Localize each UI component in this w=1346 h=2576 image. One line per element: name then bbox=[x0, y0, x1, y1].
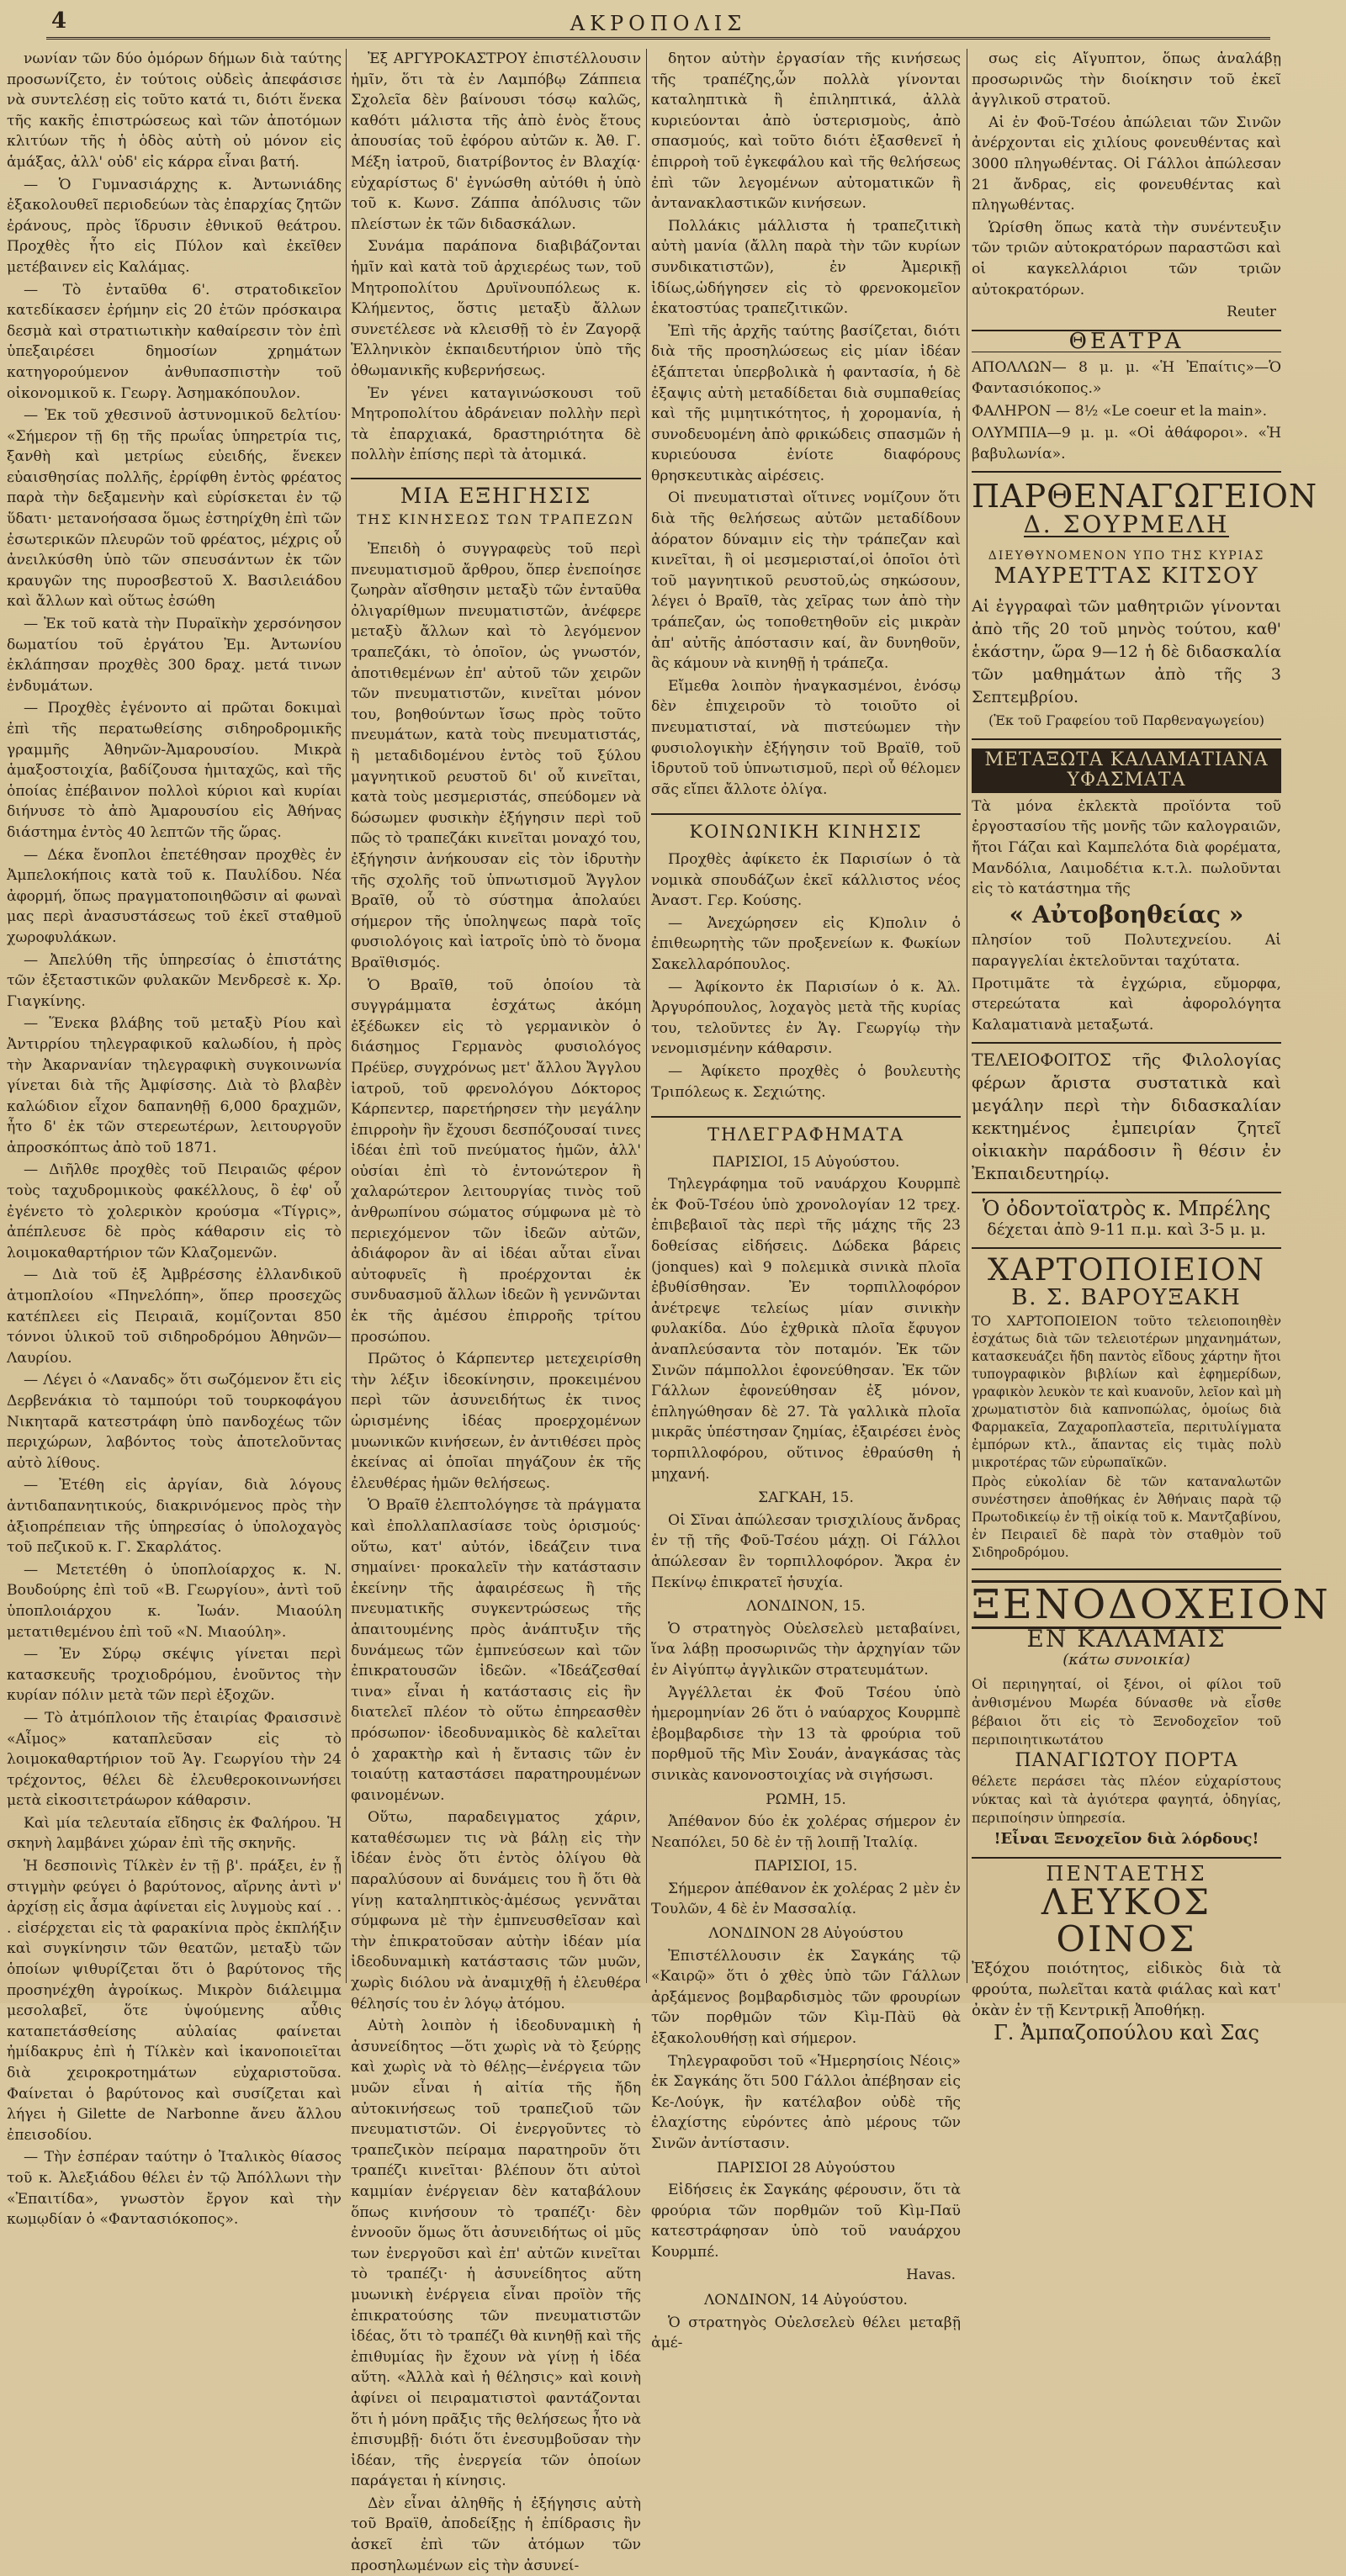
news-paragraph: — Ἐτέθη εἰς ἀργίαν, διὰ λόγους ἀντιδαπανητικούς, διακρινόμενος πρὸς τὴν ἀξιοπρέπειαν τῆς ὑπηρεσίας ὁ ὑπολοχαγὸς τοῦ πεζικοῦ κ. Γ. Σκαρλάτος. bbox=[7, 1477, 342, 1557]
article-paragraph: Πρῶτος ὁ Κάρπεντερ μετεχειρίσθη τὴν λέξιν ἰδεοκίνησιν, προκειμένου περὶ τῶν ἀσυνειδήτως ἐκ τινος ὡρισμένης ἰδέας προερχομένων μυωνικῶν κινήσεων, ἐν ἀντιθέσει πρὸς ἐκείνας αἱ ὁποῖαι πηγάζουν ἐκ τῆς ἐλευθέρας ἡμῶν θελήσεως. bbox=[351, 1351, 641, 1492]
agency-signature: Havas. bbox=[906, 2266, 956, 2283]
article-paragraph: Ἐπὶ τῆς ἀρχῆς ταύτης βασίζεται, διότι διὰ τῆς προσηλώσεως εἰς μίαν ἰδέαν ἐξάπτεται ὑπερβολικὰ ἡ φαντασία, ἡ δὲ ἐξαψις αὐτὴ μεταδίδεται διὰ συμπαθείας καὶ τῆς μιμητικότητος, ἡ χορομανία, ἡ συνοδευομένη ἀπὸ φρικώδεις σπασμῶν ἡ κυριεύουσα ἐνίοτε διαφόρους θρησκευτικὰς αἱρέσεις. bbox=[651, 322, 961, 484]
article-paragraph: Οἱ πνευματισταὶ οἵτινες νομίζουν ὅτι διὰ τῆς θελήσεως αὐτῶν μεταδίδουν ἀόρατον δύναμιν εἰς τὴν τράπεζαν καὶ κινεῖται, ἢ οἱ μεσμερισταί,οἱ ὁποῖοι ὁτὶ τοῦ μαγνητικοῦ ρευστοῦ,ὡς σηκώσουν, λέγει ὁ Βραῖθ, τὰς χεῖρας των ἀπὸ τὴν τράπεζαν, ὡς τοποθετηθοῦν εἰς μικρὰν ἀπ' αὐτῆς ἀπόστασιν καί, ἂν δυνηθοῦν, ἂς κάμουν νὰ κινηθῇ ἡ τράπεζα. bbox=[651, 489, 961, 673]
telegrams-section-title: ΤΗΛΕΓΡΑΦΗΜΑΤΑ bbox=[651, 1116, 961, 1145]
news-paragraph: — Τὸ ἀτμόπλοιον τῆς ἑταιρίας Φραισσινὲ «Αἶμος» καταπλεῦσαν εἰς τὸ λοιμοκαθαρτήριον τοῦ Ἁγ. Γεωργίου τὴν 24 τρέχοντος, θέλει δὲ ἐλευθεροκοινωνήσει μετὰ εἰκοσιτετράωρον κάθαρσιν. bbox=[7, 1709, 342, 1810]
telegram-paragraph: Ἐπιστέλλουσιν ἐκ Σαγκάης τῷ «Καιρῷ» ὅτι ὁ χθὲς ὑπὸ τῶν Γάλλων ἀρξάμενος βομβαρδισμὸς τῶν φρουρίων τῶν πορθμῶν τῶν Κὶμ-Πὰϋ θὰ ἐξακολουθήσῃ καὶ σήμερον. bbox=[651, 1947, 961, 2048]
telegram-paragraph: Αἱ ἐν Φοῦ-Τσέου ἀπώλειαι τῶν Σινῶν ἀνέρχονται εἰς χιλίους φονευθέντας καὶ 3000 πληγωθέντας. Οἱ Γάλλοι ἀπώλεσαν 21 ἄνδρας, εἰς φονευθέντας καὶ πληγωθέντας. bbox=[972, 114, 1281, 214]
ad-parthenagogeion-subtitle: Δ. ΣΟΥΡΜΕΛΗ bbox=[1023, 510, 1230, 539]
ad-silk-title: ΜΕΤΑΞΩΤΑ ΚΑΛΑΜΑΤΙΑΝΑ ΥΦΑΣΜΑΤΑ bbox=[972, 748, 1281, 793]
telegram-paragraph: Τηλεγράφημα τοῦ ναυάρχου Κουρμπὲ ἐκ Φοῦ-Τσέου ὑπὸ χρονολογίαν 12 τρεχ. ἐπιβεβαιοῖ τὰς περὶ τῆς μάχης τῆς 23 δοθείσας εἰδήσεις. Δώδεκα βάρεις (jonques) καὶ 9 πολεμικὰ σινικὰ πλοῖα ἐβυθίσθησαν. Ἐν τορπιλλοφόρον ἀνέτρεψε τελείως μίαν σινικὴν φυλακίδα. Δύο ἐχθρικὰ πλοῖα ἔφυγον ἀναπλεύσαντα τὸν ποταμόν. Ἐκ τῶν Σινῶν πάμπολλοι ἐφονεύθησαν. Ἐκ τῶν Γάλλων ἐφονεύθησαν ἐξ μόνον, ἐπληγώθησαν δὲ 27. Τὰ γαλλικὰ πλοῖα μικρᾶς ὑπέστησαν ζημίας, ἐξαιρέσει ἑνὸς τορπιλλοφόρου, οὕτινος ἐθραύσθη ἡ μηχανή. bbox=[651, 1176, 961, 1483]
theatres-list bbox=[972, 357, 1281, 464]
social-paragraph: — Ἀφίκοντο ἐκ Παρισίων ὁ κ. Ἀλ. Ἀργυρόπουλος, λοχαγὸς μετὰ τῆς κυρίας του, τελοῦντες ἐν Ἁγ. Γεωργίῳ τὴν νενομισμένην κάθαρσιν. bbox=[651, 978, 961, 1058]
news-paragraph: — Διῆλθε προχθὲς τοῦ Πειραιῶς φέρον τοὺς ταχυδρομικοὺς φακέλλους, ὃ ἐφ' οὗ ἐγένετο τὸ χολερικὸν κρούσμα «Τίγρις», ἀπέπλευσε δὲ πρὸς κάθαρσιν εἰς τὸ λοιμοκαθαρτήριον τῶν Κλαζομενῶν. bbox=[7, 1161, 342, 1262]
telegram-paragraph: Ὡρίσθη ὅπως κατὰ τὴν συνέντευξιν τῶν τριῶν αὐτοκρατόρων παραστῶσι καὶ οἱ καγκελλάριοι τῶν τριῶν αὐτοκρατόρων. bbox=[972, 219, 1281, 299]
telegram-paragraph: Ἀγγέλλεται ἐκ Φοῦ Τσέου ὑπὸ ἡμερομηνίαν 26 ὅτι ὁ ναύαρχος Κουρμπὲ ἐβομβαρδισε τὴν 13 τὰ φρούρια τοῦ πορθμοῦ τῆς Μὶν Σουάν, ἀναγκάσας τὰς σινικὰς κανονοστοιχίας νὰ σιγήσωσι. bbox=[651, 1684, 961, 1784]
article-paragraph: Πολλάκις μάλλιστα ἡ τραπεζιτικὴ αὐτὴ μανία (ἄλλη παρὰ τὴν τῶν κυρίων συνδικατιστῶν), ἐν Ἀμερικῇ ἰδίως,ὡδήγησεν εἰς τὸ φρενοκομεῖον ἑκατοστύας τραπεζιτικῶν. bbox=[651, 217, 961, 318]
social-paragraph: — Ἀφίκετο προχθὲς ὁ βουλευτὴς Τριπόλεως κ. Σεχιώτης. bbox=[651, 1062, 961, 1101]
news-paragraph: Ἡ δεσποινὶς Τίλκὲν ἐν τῇ β'. πράξει, ἐν ᾗ στιγμὴν φεύγει ὁ βαρύτονος, αἴρνης ἀντὶ ν' ἀρχίσῃ εἰς ἆσμα ἀφίνεται εἰς λυγμοὺς καί . . . εἰσέρχεται εἰς τὰ φαρακίνια πρὸς ἐκπλήξιν καὶ συγκίνησιν τῶν θεατῶν, μεταξὺ τῶν ὁποίων ψιθυρίζεται ὅτι ὁ βαρύτονος τῆς προσηνέχθη ἀγροίκως. Μικρὸν διάλειμμα μεσολαβεῖ, ὅτε ὑψούμενης αὖθις καταπετάσθείσης αὐλαίας φαίνεται ἠμίδακρυς ἐπὶ ἡ Τίλκὲν καὶ ἱκανοποιεῖται διὰ χειροκροτημάτων εὐχαριστοῦσα. Φαίνεται ὁ βαρύτονος καὶ συσίζεται καὶ λήγει ἡ Gilette de Narbonne ἄνευ ἄλλου ἐπεισοδίου. bbox=[7, 1858, 342, 2144]
news-paragraph: Συνάμα παράπονα διαβιβάζονται ἡμῖν καὶ κατὰ τοῦ ἀρχιερέως των, τοῦ Μητροπολίτου Δρυϊνουπόλεως κ. Κλήμεντος, ὅστις μεταξὺ ἄλλων συνετέλεσε νὰ κλεισθῇ τὸ ἐν Ζαγορᾷ Ἑλληνικὸν ἐκπαιδευτήριον ὑπὸ τῆς ὀθωμανικῆς κυβερνήσεως. bbox=[351, 238, 641, 379]
article-paragraph: Οὕτω, παραδειγματος χάριν, καταθέσωμεν τις νὰ βάλῃ εἰς τὴν ἰδέαν ἑνὸς ὅτι ἐντὸς ὀλίγου θὰ παραλύσουν αἱ δυνάμεις του ἢ ὅτι θὰ γίνῃ καταληπτικὸς·ἀμέσως γεννᾶται σύμφωνα μὲ τὴν ἐμπνευσθεῖσαν καὶ τὴν ἐπικρατοῦσαν αὐτὴν ἰδέαν μία ἰδεοδυναμικὴ κατάστασις τῶν μυῶν, χωρὶς διόλου νὰ ἀναμιχθῇ ἡ ἐλευθέρα θέλησίς του ἐν λόγῳ ἀτόμου. bbox=[351, 1809, 641, 2013]
article-title: ΜΙΑ ΕΞΗΓΗΣΙΣ bbox=[351, 478, 641, 507]
article-paragraph: Δὲν εἶναι ἀληθῆς ἡ ἐξήγησις αὐτὴ τοῦ Βραϊθ, ἀποδείξῃς ἡ ἐπίδρασις ἢν ἀσκεῖ ἐπὶ τῶν ἀτόμων τῶν προσηλωμένων εἰς τὴν ἀσυνεί- bbox=[351, 2494, 641, 2574]
telegram-paragraph: σως εἰς Αἴγυπτον, ὅπως ἀναλάβῃ προσωρινῶς τὴν διοίκησιν τοῦ ἐκεῖ ἀγγλικοῦ στρατοῦ. bbox=[972, 50, 1281, 109]
column-2 bbox=[351, 49, 641, 2574]
theatre-listing: ΦΑΛΗΡΟΝ — 8½ «Le coeur et la main». bbox=[972, 402, 1268, 420]
column-rule bbox=[646, 49, 647, 1983]
ad-wine bbox=[972, 1857, 1281, 2044]
news-paragraph: — Μετετέθη ὁ ὑποπλοίαρχος κ. Ν. Βουδούρης ἐπὶ τοῦ «Β. Γεωργίου», ἀντὶ τοῦ ὑποπλοιάρχου κ. Ἰωάν. Μιαούλη μετατιθεμένου ἐπὶ τοῦ «Ν. Μιαούλη». bbox=[7, 1561, 342, 1641]
article-paragraph: Αὐτὴ λοιπὸν ἡ ἰδεοδυναμικὴ ἡ ἀσυνείδητος —ὅτι χωρὶς νὰ τὸ ξεύρῃς καὶ χωρὶς νὰ τὸ θέλῃς—ἐνέργεια τῶν μυῶν εἶναι ἡ αἰτία τῆς ἤδη αὐτοκινήσεως τοῦ τραπεζιοῦ τῶν πνευματιστῶν. Οἱ ἐνεργοῦντες τὸ τραπεζικὸν πείραμα παρατηροῦν ὅτι τραπέζι κινεῖται· βλέπουν ὅτι αὐτοὶ καμμίαν ἐνέργειαν δὲν καταβάλουν ὅπως κινήσουν τὸ τραπέζι· δὲν ἐννοοῦν ὅμως ὅτι ἀσυνειδήτως οἱ μῦς των ἐνεργοῦσι καὶ ἐπ' αὐτῶν κινεῖται τὸ τραπέζι· ἡ ἀσυνείδητος αὕτη μυωνικὴ ἐνέργεια εἶναι προϊὸν τῆς ἐπικρατούσης τῶν πνευματιστῶν ἰδέας, ὅτι τὸ τραπέζι θὰ κινηθῇ καὶ τῆς ἐπιθυμίας ἣν ἔχουν νὰ γίνῃ ἡ ἰδέα αὕτη. «Ἀλλὰ καὶ ἡ θέλησις» καὶ κοινὴ ἀφίνει οἱ πειραματιστοὶ φαντάζονται ὅτι ἡ μόνη πρᾶξις τῆς θελήσεως ἦτο νὰ ἐπισυμβῇ· διότι ὅτι ἐνεσυμβοῦσαν τὴν ἰδέαν, τῆς ἐνεργεία τῶν ὁποίων παράγεται ἡ κίνησις. bbox=[351, 2018, 641, 2490]
column-3 bbox=[651, 49, 961, 2352]
telegram-dateline: ΠΑΡΙΣΙΟΙ, 15. bbox=[754, 1858, 858, 1875]
article-subtitle: ΤΗΣ ΚΙΝΗΣΕΩΣ ΤΩΝ ΤΡΑΠΕΖΩΝ bbox=[357, 511, 635, 528]
telegrams-continuation bbox=[972, 49, 1281, 300]
ad-wine-top: ΠΕΝΤΑΕΤΗΣ bbox=[1046, 1861, 1207, 1886]
ad-paper-mill-body2: Πρὸς εὐκολίαν δὲ τῶν καταναλωτῶν συνέστησεν ἀποθήκας ἐν Ἀθήναις παρὰ τῷ Πρωτοδικείῳ ἐν τῇ οἰκίᾳ τοῦ κ. Μαντζαβίνου, ἐν Πειραιεῖ δὲ παρὰ τὸν σταθμὸν τοῦ Σιδηροδρόμου. bbox=[972, 1474, 1281, 1561]
masthead bbox=[46, 7, 1270, 40]
column-1-news bbox=[7, 49, 342, 2229]
ad-hotel-area: (κάτω συνοικία) bbox=[1062, 1650, 1190, 1669]
article-paragraph: δητον αὐτὴν ἐργασίαν τῆς κινήσεως τῆς τραπέζης,ὧν πολλὰ γίνονται καταληπτικὰ ἢ ἐπιληπτικά, ἀλλὰ κυριεύονται ἀπὸ ὑστερισμοὺς, ἀπὸ σπασμούς, καὶ τοῦτο διότι ἐξασθενεῖ ἡ ἐπιρροὴ τοῦ ἐγκεφάλου καὶ τῆς θελήσεως ἐπὶ τῶν λεγομένων αὐτοματικῶν ἢ ἀντανακλαστικῶν κινήσεων. bbox=[651, 50, 961, 213]
telegram-paragraph: Τηλεγραφοῦσι τοῦ «Ἡμερησίοις Νέοις» ἐκ Σαγκάης ὅτι 500 Γάλλοι ἀπέβησαν εἰς Κε-Λούγκ, ἣν κατέλαβον οὐδὲ τῆς ἐλαχίστης εὑρόντες ἀπὸ μέρους τῶν Σινῶν ἀντίστασιν. bbox=[651, 2052, 961, 2152]
ad-hotel-body: Οἱ περιηγηταί, οἱ ξένοι, οἱ φίλοι τοῦ ἀνθισμένου Μωρέα δύνασθε νὰ εἶσθε βέβαιοι ὅτι εἰς τὸ Ξενοδοχεῖον τοῦ περιποιητικωτάτου bbox=[972, 1676, 1281, 1748]
ad-graduate-body: ΤΕΛΕΙΟΦΟΙΤΟΣ τῆς Φιλολογίας φέρων ἄριστα συστατικὰ καὶ μεγάλην περὶ τὴν διδασκαλίαν κεκτημένος ἐμπειρίαν ζητεῖ οἰκιακὴν παράδοσιν ἢ θέσιν ἐν Ἐκπαιδευτηρίῳ. bbox=[972, 1050, 1281, 1184]
ad-parthenagogeion-directed: ΔΙΕΥΘΥΝΟΜΕΝΟΝ ΥΠΟ ΤΗΣ ΚΥΡΙΑΣ bbox=[988, 548, 1265, 563]
news-paragraph: — Τὴν ἑσπέραν ταύτην ὁ Ἰταλικὸς θίασος τοῦ κ. Ἀλεξιάδου θέλει ἐν τῷ Ἀπόλλωνι τὴν «Ἐπαιτίδα», γνωστὸν ἔργον καὶ τὴν κωμῳδίαν ὁ «Φαντασιόκοπος». bbox=[7, 2149, 342, 2229]
news-paragraph: — Ἐκ τοῦ χθεσινοῦ ἀστυνομικοῦ δελτίου· «Σήμερον τῇ 6ῃ τῆς πρωΐας ὑπηρετρία τις, ξανθὴ καὶ μετρίως εὐειδής, ἕνεκεν εὐαισθησίας πολλῆς, ἐρρίφθη ἐντὸς φρέατος παρὰ τὴν δεξαμενὴν καὶ εὑρίσκεται ἐν τῷ ὕδατι· μετανοήσασα ὅμως ἐστηρίχθη ἐπὶ τῶν ἐσωτερικῶν πλευρῶν τοῦ φρέατος, μέχρις οὗ ἀνειλκύσθη ὑπὸ τῶν σπευσάντων ἐκ τῶν κραυγῶν της πυροσβεστοῦ Χ. Βασιλειάδου καὶ ἄλλων καὶ οὕτως ἐσώθη bbox=[7, 407, 342, 611]
news-paragraph: Ἐν γένει καταγινώσκουσι τοῦ Μητροπολίτου ἀδράνειαν πολλὴν περὶ τὰ ἐπαρχιακά, δραστηριότητα δὲ πολλὴν ἐπίσης περὶ τὰ ἀτομικά. bbox=[351, 384, 641, 464]
ad-dentist-hours: δέχεται ἀπὸ 9-11 π.μ. καὶ 3-5 μ. μ. bbox=[987, 1219, 1266, 1239]
news-paragraph: — Λέγει ὁ «Λαναδς» ὅτι σωζόμενον ἔτι εἰς Δερβενάκια τὸ ταμπούρι τοῦ τουρκοφάγου Νικηταρᾶ κατεστράφη ὑπὸ πανδοχέως τῶν περιχώρων, λαβόντος τοὺς ἀποτελοῦντας αὐτὸ λίθους. bbox=[7, 1372, 342, 1472]
telegram-dateline: ΛΟΝΔΙΝΟΝ 28 Αὐγούστου bbox=[708, 1925, 904, 1943]
news-paragraph: — Τὸ ἐνταῦθα 6'. στρατοδικεῖον κατεδίκασεν ἐρήμην εἰς 20 ἐτῶν πρόσκαιρα δεσμὰ καὶ στρατιωτικὴν καθαίρεσιν τὸν ἐπὶ ὑπεξαιρέσει δημοσίων χρημάτων κατηγορούμενον ἀνθυπασπιστὴν τοῦ οἰκονομικοῦ κ. Γεωργ. Ἀσημακόπουλον. bbox=[7, 281, 342, 402]
ad-parthenagogeion-footer: (Ἐκ τοῦ Γραφείου τοῦ Παρθεναγωγείου) bbox=[988, 712, 1265, 729]
telegram-dateline: ΠΑΡΙΣΙΟΙ, 15 Αὐγούστου. bbox=[712, 1153, 900, 1171]
ad-wine-body: Ἐξόχου ποιότητος, εἰδικὸς διὰ τὰ φρούτα, πωλεῖται κατὰ φιάλας καὶ κατ' ὀκὰν ἐν τῇ Κεντρικῇ Ἀποθήκῃ. bbox=[972, 1960, 1281, 2020]
reuter-signature: Reuter bbox=[1227, 304, 1276, 321]
paper-name: ΑΚΡΟΠΟΛΙΣ bbox=[570, 12, 747, 35]
ad-silk-shop: « Αὐτοβοηθείας » bbox=[1009, 900, 1244, 928]
news-paragraph: — Ὁ Γυμνασιάρχης κ. Ἀντωνιάδης ἐξακολουθεῖ περιοδεύων τὰς ἐπαρχίας ζητῶν ἐράνους, πρὸς ἵδρυσιν ἐθνικοῦ θεάτρου. Προχθὲς ἦτο εἰς Πύλον καὶ ἐκεῖθεν μετέβαινεν εἰς Καλάμας. bbox=[7, 176, 342, 276]
news-paragraph: — Ἐκ τοῦ κατὰ τὴν Πυραϊκὴν χερσόνησον δωματίου τοῦ ἐργάτου Ἐμ. Ἀντωνίου ἐκλάπησαν προχθὲς 300 δραχ. μετά τινων ἐνδυμάτων. bbox=[7, 616, 342, 695]
ad-silk-body2: πλησίον τοῦ Πολυτεχνείου. Αἱ παραγγελίαι ἐκτελοῦνται ταχύτατα. bbox=[972, 932, 1281, 970]
news-paragraph: — Ἀπελύθη τῆς ὑπηρεσίας ὁ ἐπιστάτης τῶν ἐξεταστικῶν φυλακῶν Μενδρεσὲ κ. Χρ. Γιαγκίνης. bbox=[7, 951, 342, 1010]
ad-wine-shop: Γ. Ἀμπαζοπούλου καὶ Σας bbox=[994, 2021, 1259, 2045]
article-paragraph: Ἐπειδὴ ὁ συγγραφεὺς τοῦ περὶ πνευματισμοῦ ἄρθρου, ὅπερ ἐνεποίησε ζωηρὰν αἴσθησιν μεταξὺ τῶν ἐνταῦθα ὀλιγαρίθμων πνευματιστῶν, ἀνέφερε μεταξὺ ἄλλων καὶ τὸ λεγόμενον τραπεζάκι, τὸ ὁποῖον, ὡς γνωστόν, ἀποτιθεμένων ἐπ' αὐτοῦ τῶν χειρῶν τῶν πνευματιστῶν, κινεῖται μόνον του, βοηθούντων ἴσως πρὸς τοῦτο πνευμάτων, κατὰ τοὺς πνευματιστάς, ἢ μεταδιδομένου ἐντὸς τοῦ ξύλου μαγνητικοῦ ρευστοῦ δι' οὗ κινεῖται, κατὰ τοὺς μεσμεριστάς, σπεύδομεν νὰ δώσωμεν φυσικὴν ἐξήγησιν περὶ τοῦ πῶς τὸ τραπεζάκι κινεῖται μοναχό του, ἐξήγησιν ἀνήκουσαν εἰς τὸν ἱδρυτὴν τῆς σχολῆς τοῦ ὑπνωτισμοῦ Ἄγγλον Βραῖθ, οὗ τὸ σύστημα ἀπολαύει σήμερον τῆς ὑποληψεως παρὰ τοῖς φυσιολόγοις καὶ ἰατροῖς ὑπὸ τὸ ὄνομα Βραϊθισμός. bbox=[351, 541, 641, 971]
column-rule bbox=[346, 49, 347, 1983]
ad-paper-mill-owner: Β. Σ. ΒΑΡΟΥΞΑΚΗ bbox=[1011, 1284, 1242, 1310]
ad-hotel-slogan: !Εἶναι Ξενοχεῖον διὰ λόρδους! bbox=[994, 1829, 1259, 1848]
news-paragraph: — Διὰ τοῦ ἐξ Ἀμβρέσσης ἐλλανδικοῦ ἀτμοπλοίου «Πηνελόπη», ὅπερ προσεχῶς κατέπλεει εἰς Πειραιᾶ, κομίζονται 850 τόννοι ὑλικοῦ τοῦ σιδηροδρόμου Ἀθηνῶν—Λαυρίου. bbox=[7, 1267, 342, 1367]
ad-hotel-title: ΞΕΝΟΔΟΧΕΙΟΝ bbox=[972, 1581, 1331, 1629]
news-paragraph: νωνίαν τῶν δύο ὁμόρων δήμων διὰ ταύτης προσωνίζετο, ἐν τούτοις οὐδεὶς ἀπεφάσισε νὰ συντελέσῃ εἰς τοῦτο κατά τι, διότι ἕνεκα τῆς κακῆς ἐπιστρώσεως καὶ τῶν ἀποτόμων κλιτύων τῆς ἡ ὁδὸς αὐτὴ οὐ μόνον εἰς ἁμάξας, ἀλλ' οὐδ' εἰς κάρρα εἶναι βατή. bbox=[7, 50, 342, 171]
ad-paper-mill bbox=[972, 1247, 1281, 1563]
ad-silk-fabrics bbox=[972, 738, 1281, 1036]
ad-paper-mill-title: ΧΑΡΤΟΠΟΙΕΙΟΝ bbox=[987, 1252, 1266, 1288]
page-number: 4 bbox=[51, 8, 67, 34]
news-paragraph: Καὶ μία τελευταία εἴδησις ἐκ Φαλήρου. Ἡ σκηνὴ λαμβάνει χώραν ἐπὶ τῆς σκηνῆς. bbox=[7, 1814, 342, 1853]
telegram-paragraph: Σήμερον ἀπέθανον ἐκ χολέρας 2 μὲν ἐν Τουλῶν, 4 δὲ ἐν Μασσαλίᾳ. bbox=[651, 1880, 961, 1918]
ad-graduate bbox=[972, 1042, 1281, 1185]
theatres-title: ΘΕΑΤΡΑ bbox=[972, 330, 1281, 353]
ad-paper-mill-body: ΤΟ ΧΑΡΤΟΠΟΙΕΙΟΝ τοῦτο τελειοποιηθὲν ἐσχάτως διὰ τῶν τελειοτέρων μηχανημάτων, κατασκευάζει ἤδη παντὸς εἴδους χάρτην ἤτοι τυπογραφικὸν βιβλίων καὶ ἐφημερίδων, γραφικὸν λευκὸν τε καὶ κυανοῦν, λεῖον καὶ μὴ χρωματιστὸν διὰ καπνοπώλας, ὁμοίως διὰ Φαρμακεῖα, Ζαχαροπλαστεῖα, περιτυλίγματα ἐμπόρων κτλ., ἅπαντας εἰς τιμὰς πολὺ μικροτέρας τῶν εὐρωπαϊκῶν. bbox=[972, 1314, 1281, 1471]
ad-hotel bbox=[972, 1568, 1331, 1849]
article-paragraph: Ὁ Βραῖθ, τοῦ ὁποίου τὰ συγγράμματα ἐσχάτως ἀκόμη ἐξέδωκεν εἰς τὸ γερμανικὸν ὁ διάσημος Γερμανὸς φυσιολόγος Πρέϋερ, συγχρόνως μετ' ἄλλου Ἄγγλου ἰατροῦ, τοῦ φρενολόγου Δόκτορος Κάρπεντερ, παρετήρησεν τὴν μεγάλην ἐπιρροὴν ἣν ἔχουσι δεσπόζουσαί τινες ἰδέαι ἐπὶ τοῦ πνεύματος ἡμῶν, ἀλλ' οὐσίαι ἐπὶ τὸ ἐντονώτερον ἢ χαλαρώτερον λειτουργίας τινὸς τοῦ ἀνθρωπίνου σώματος σύμφωνα μὲ τὸ περιεχόμενον τῶν ἰδεῶν αὐτῶν, ἀδιάφορον ἂν αἱ ἰδέαι αὗται εἶναι αὐτοφυεῖς ἢ προέρχονται ἐκ συνδυασμοῦ ἄλλων ἰδεῶν ἢ γεννῶνται ἐκ τῆς ἀμέσου ἐπιρροῆς τρίτου προσώπου. bbox=[351, 976, 641, 1346]
news-paragraph: — Ἐν Σύρῳ σκέψις γίνεται περὶ κατασκευῆς τροχιοδρόμου, ἑνοῦντος τὴν κυρίαν πόλιν μετὰ τῶν περὶ ἐξοχῶν. bbox=[7, 1646, 342, 1705]
telegram-paragraph: Ὁ στρατηγὸς Οὐελσελεὺ μεταβαίνει, ἵνα λάβῃ προσωρινῶς τὴν ἀρχηγίαν τῶν ἐν Αἰγύπτῳ ἀγγλικῶν στρατευμάτων. bbox=[651, 1620, 961, 1679]
telegram-dateline: ΛΟΝΔΙΝΟΝ, 14 Αὐγούστου. bbox=[704, 2292, 908, 2309]
social-paragraph: Προχθὲς ἀφίκετο ἐκ Παρισίων ὁ τὰ νομικὰ σπουδάζων ἐκεῖ κάλλιστος νέος Ἀναστ. Γερ. Κούσης. bbox=[651, 850, 961, 910]
telegram-dateline: ΡΩΜΗ, 15. bbox=[766, 1791, 846, 1808]
article-continuation bbox=[651, 49, 961, 800]
telegram-dateline: ΛΟΝΔΙΝΟΝ, 15. bbox=[746, 1598, 866, 1616]
article-paragraph: Εἴμεθα λοιπὸν ἠναγκασμένοι, ἐνόσῳ δὲν ἐπιχειροῦν τὸ τοιοῦτο οἱ πνευματισταί, νὰ πιστεύωμεν τὴν φυσιολογικὴν ἐξήγησιν τοῦ Βραϊθ, τοῦ ἱδρυτοῦ τοῦ ὑπνωτισμοῦ, περὶ οὗ θέλομεν σᾶς εἴπει ἄλλοτε ὀλίγα. bbox=[651, 677, 961, 798]
article-body bbox=[351, 539, 641, 2576]
telegram-paragraph: Οἱ Σῖναι ἀπώλεσαν τρισχιλίους ἄνδρας ἐν τῇ τῆς Φοῦ-Τσέου μάχῃ. Οἱ Γάλλοι ἀπώλεσαν ἓν τορπιλλοφόρον. Ἄκρα ἐν Πεκίνῳ ἐπικρατεῖ ἡσυχία. bbox=[651, 1511, 961, 1591]
column-4 bbox=[972, 49, 1331, 2045]
news-paragraph: — Προχθὲς ἐγένοντο αἱ πρῶται δοκιμαὶ ἐπὶ τῆς περατωθείσης σιδηροδρομικῆς γραμμῆς Ἀθηνῶν-Ἀμαρουσίου. Μικρὰ ἁμαξοστοιχία, βαδίζουσα ἡμιταχῶς, καὶ τῆς ὁποίας ἐπέβαινον πολλοὶ κύριοι καὶ κυρίαι διήνυσε τὸ ἀπὸ Ἀμαρουσίου εἰς Ἀθήνας διάστημα ἐντὸς 40 λεπτῶν τῆς ὥρας. bbox=[7, 700, 342, 841]
ad-hotel-location: ΕΝ ΚΑΛΑΜΑΙΣ bbox=[1026, 1625, 1227, 1653]
ad-hotel-owner: ΠΑΝΑΓΙΩΤΟΥ ΠΟΡΤΑ bbox=[1015, 1750, 1238, 1772]
theatre-listing: ΟΛΥΜΠΙΑ—9 μ. μ. «Οἱ ἀθάφοροι». «Ἡ βαβυλωνία». bbox=[972, 425, 1281, 463]
ad-silk-body3: Προτιμᾶτε τὰ ἐγχώρια, εὔμορφα, στερεώτατα καὶ ἀφορολόγητα Καλαματιανὰ μεταξωτά. bbox=[972, 975, 1281, 1034]
telegram-paragraph: Ὁ στρατηγὸς Οὐελσελεὺ θέλει μεταβῇ ἀμέ- bbox=[651, 2314, 961, 2352]
news-paragraph: — Δέκα ἔνοπλοι ἐπετέθησαν προχθὲς ἐν Ἀμπελοκήποις κατὰ τοῦ κ. Παυλίδου. Νέα ἀφορμή, ὅπως πραγματοποιηθῶσιν αἱ φωναὶ μας περὶ ἀνασυστάσεως τοῦ ἐκεῖ σταθμοῦ χωροφυλάκων. bbox=[7, 846, 342, 946]
telegrams bbox=[651, 1152, 961, 2354]
social-section-title: ΚΟΙΝΩΝΙΚΗ ΚΙΝΗΣΙΣ bbox=[651, 813, 961, 843]
telegram-paragraph: Ἀπέθανον δύο ἐκ χολέρας σήμερον ἐν Νεαπόλει, 50 δὲ ἐν τῇ λοιπῇ Ἰταλίᾳ. bbox=[651, 1813, 961, 1851]
telegram-dateline: ΠΑΡΙΣΙΟΙ 28 Αὐγούστου bbox=[716, 2159, 895, 2177]
ad-dentist bbox=[972, 1192, 1281, 1240]
article-paragraph: Ὁ Βραῖθ ἐλεπτολόγησε τὰ πράγματα καὶ ἐπολλαπλασίασε τοὺς ὁρισμούς· οὕτω, κατ' αὐτόν, ἰδεάζειν τινα σημαίνει· προκαλεῖν τὴν κατάστασιν ἐκείνην τῆς ἀφαιρέσεως ἢ τῆς πνευματικῆς συγκεντρώσεως τῆς ἀπαιτουμένης πρὸς ἀνάπτυξιν τῆς δυνάμεως τῶν ἐμπνεύσεων καὶ τῶν ἐπικρατουσῶν ἰδεῶν. «Ἰδεάζεσθαί τινα» εἶναι ἡ κατάστασις εἰς ἣν διατελεῖ πλέον τὸ οὕτω ἐπηρεασθὲν πρόσωπον· ἰδεοδυναμικὸς δὲ καλεῖται ὁ χαρακτὴρ καὶ ἡ ἔντασις τῶν ἐν τοιαύτῃ καταστάσει παρατηρουμένων φαινομένων. bbox=[351, 1497, 641, 1804]
ad-parthenagogeion-title: ΠΑΡΘΕΝΑΓΩΓΕΙΟΝ bbox=[972, 478, 1318, 516]
ad-parthenagogeion-body: Αἱ ἐγγραφαὶ τῶν μαθητριῶν γίνονται ἀπὸ τῆς 20 τοῦ μηνὸς τούτου, καθ' ἑκάστην, ὥρα 9—12 ἡ δὲ διδασκαλία τῶν μαθημάτων ἀπὸ τῆς 3 Σεπτεμβρίου. bbox=[972, 597, 1281, 707]
social-news bbox=[651, 849, 961, 1103]
telegram-paragraph: Εἰδήσεις ἐκ Σαγκάης φέρουσιν, ὅτι τὰ φρούρια τῶν πορθμῶν τοῦ Κὶμ-Παϋ κατεστράφησαν ὑπὸ τοῦ ναυάρχου Κουρμπέ. bbox=[651, 2182, 961, 2261]
ad-wine-title: ΛΕΥΚΟΣ ΟΙΝΟΣ bbox=[1041, 1881, 1212, 1960]
news-paragraph: — Ἕνεκα βλάβης τοῦ μεταξὺ Ρίου καὶ Ἀντιρρίου τηλεγραφικοῦ καλωδίου, ἡ πρὸς τὴν Ἀκαρνανίαν τηλεγραφικὴ συγκοινωνία γίνεται διὰ τῆς Ἀμφίσσης. Διὰ τὸ βλαβὲν καλώδιον εἶχον δαπανηθῇ 6,000 δραχμῶν, ἦτο δ' ἐκ τῶν στερεωτέρων, λειτουργοῦν ἀπροσκόπτως ἀπὸ τοῦ 1871. bbox=[7, 1015, 342, 1156]
argyrokastro-report bbox=[351, 49, 641, 466]
article-header bbox=[351, 478, 641, 531]
ad-silk-body: Τὰ μόνα ἐκλεκτὰ προϊόντα τοῦ ἐργοστασίου τῆς μονῆς τῶν καλογραιῶν, ἤτοι Γάζαι καὶ Καμπελότα διὰ φορέματα, Μανδόλια, Λαιμοδέτια κ.τ.λ. πωλοῦνται εἰς τὸ κατάστημα τῆς bbox=[972, 797, 1281, 898]
telegram-dateline: ΣΑΓΚΑΗ, 15. bbox=[758, 1489, 854, 1507]
theatre-listing: ΑΠΟΛΛΩΝ— 8 μ. μ. «Ἡ Ἐπαίτις»—Ὁ Φαντασιόκοπος.» bbox=[972, 359, 1281, 397]
ad-dentist-name: Ὁ ὀδοντοϊατρὸς κ. Μπρέλης bbox=[982, 1197, 1271, 1221]
ad-parthenagogeion bbox=[972, 471, 1318, 731]
ad-hotel-body2: θέλετε περάσει τὰς πλέον εὐχαρίστους νύκτας καὶ τὰ ἀγιότερα φαγητά, ὁδηγίας, περιποίησιν ὑπηρεσία. bbox=[972, 1772, 1281, 1826]
social-paragraph: — Ἀνεχώρησεν εἰς Κ)πολιν ὁ ἐπιθεωρητὴς τῶν προξενείων κ. Φωκίων Σακελλαρόπουλος. bbox=[651, 914, 961, 973]
ad-parthenagogeion-director: ΜΑΥΡΕΤΤΑΣ ΚΙΤΣΟΥ bbox=[994, 563, 1259, 590]
news-paragraph: Ἐξ ΑΡΓΥΡΟΚΑΣΤΡΟΥ ἐπιστέλλουσιν ἡμῖν, ὅτι τὰ ἐν Λαμπόβῳ Ζάππεια Σχολεῖα δὲν βαίνουσι τόσῳ καλῶς, καθότι μάλιστα τῆς ἀπὸ ἑνὸς ἔτους ἀπουσίας τοῦ ἐφόρου αὐτῶν κ. Ἀθ. Γ. Μέξη ἰατροῦ, διατρίβοντος ἐν Βλαχίᾳ· εὐχαρίστως δ' ἐγνώσθη αὐτόθι ἡ ὑπὸ τοῦ κ. Κωνσ. Ζάππα ἀπόλυσις τῶν πλείστων ἐκ τῶν διδασκάλων. bbox=[351, 50, 641, 233]
